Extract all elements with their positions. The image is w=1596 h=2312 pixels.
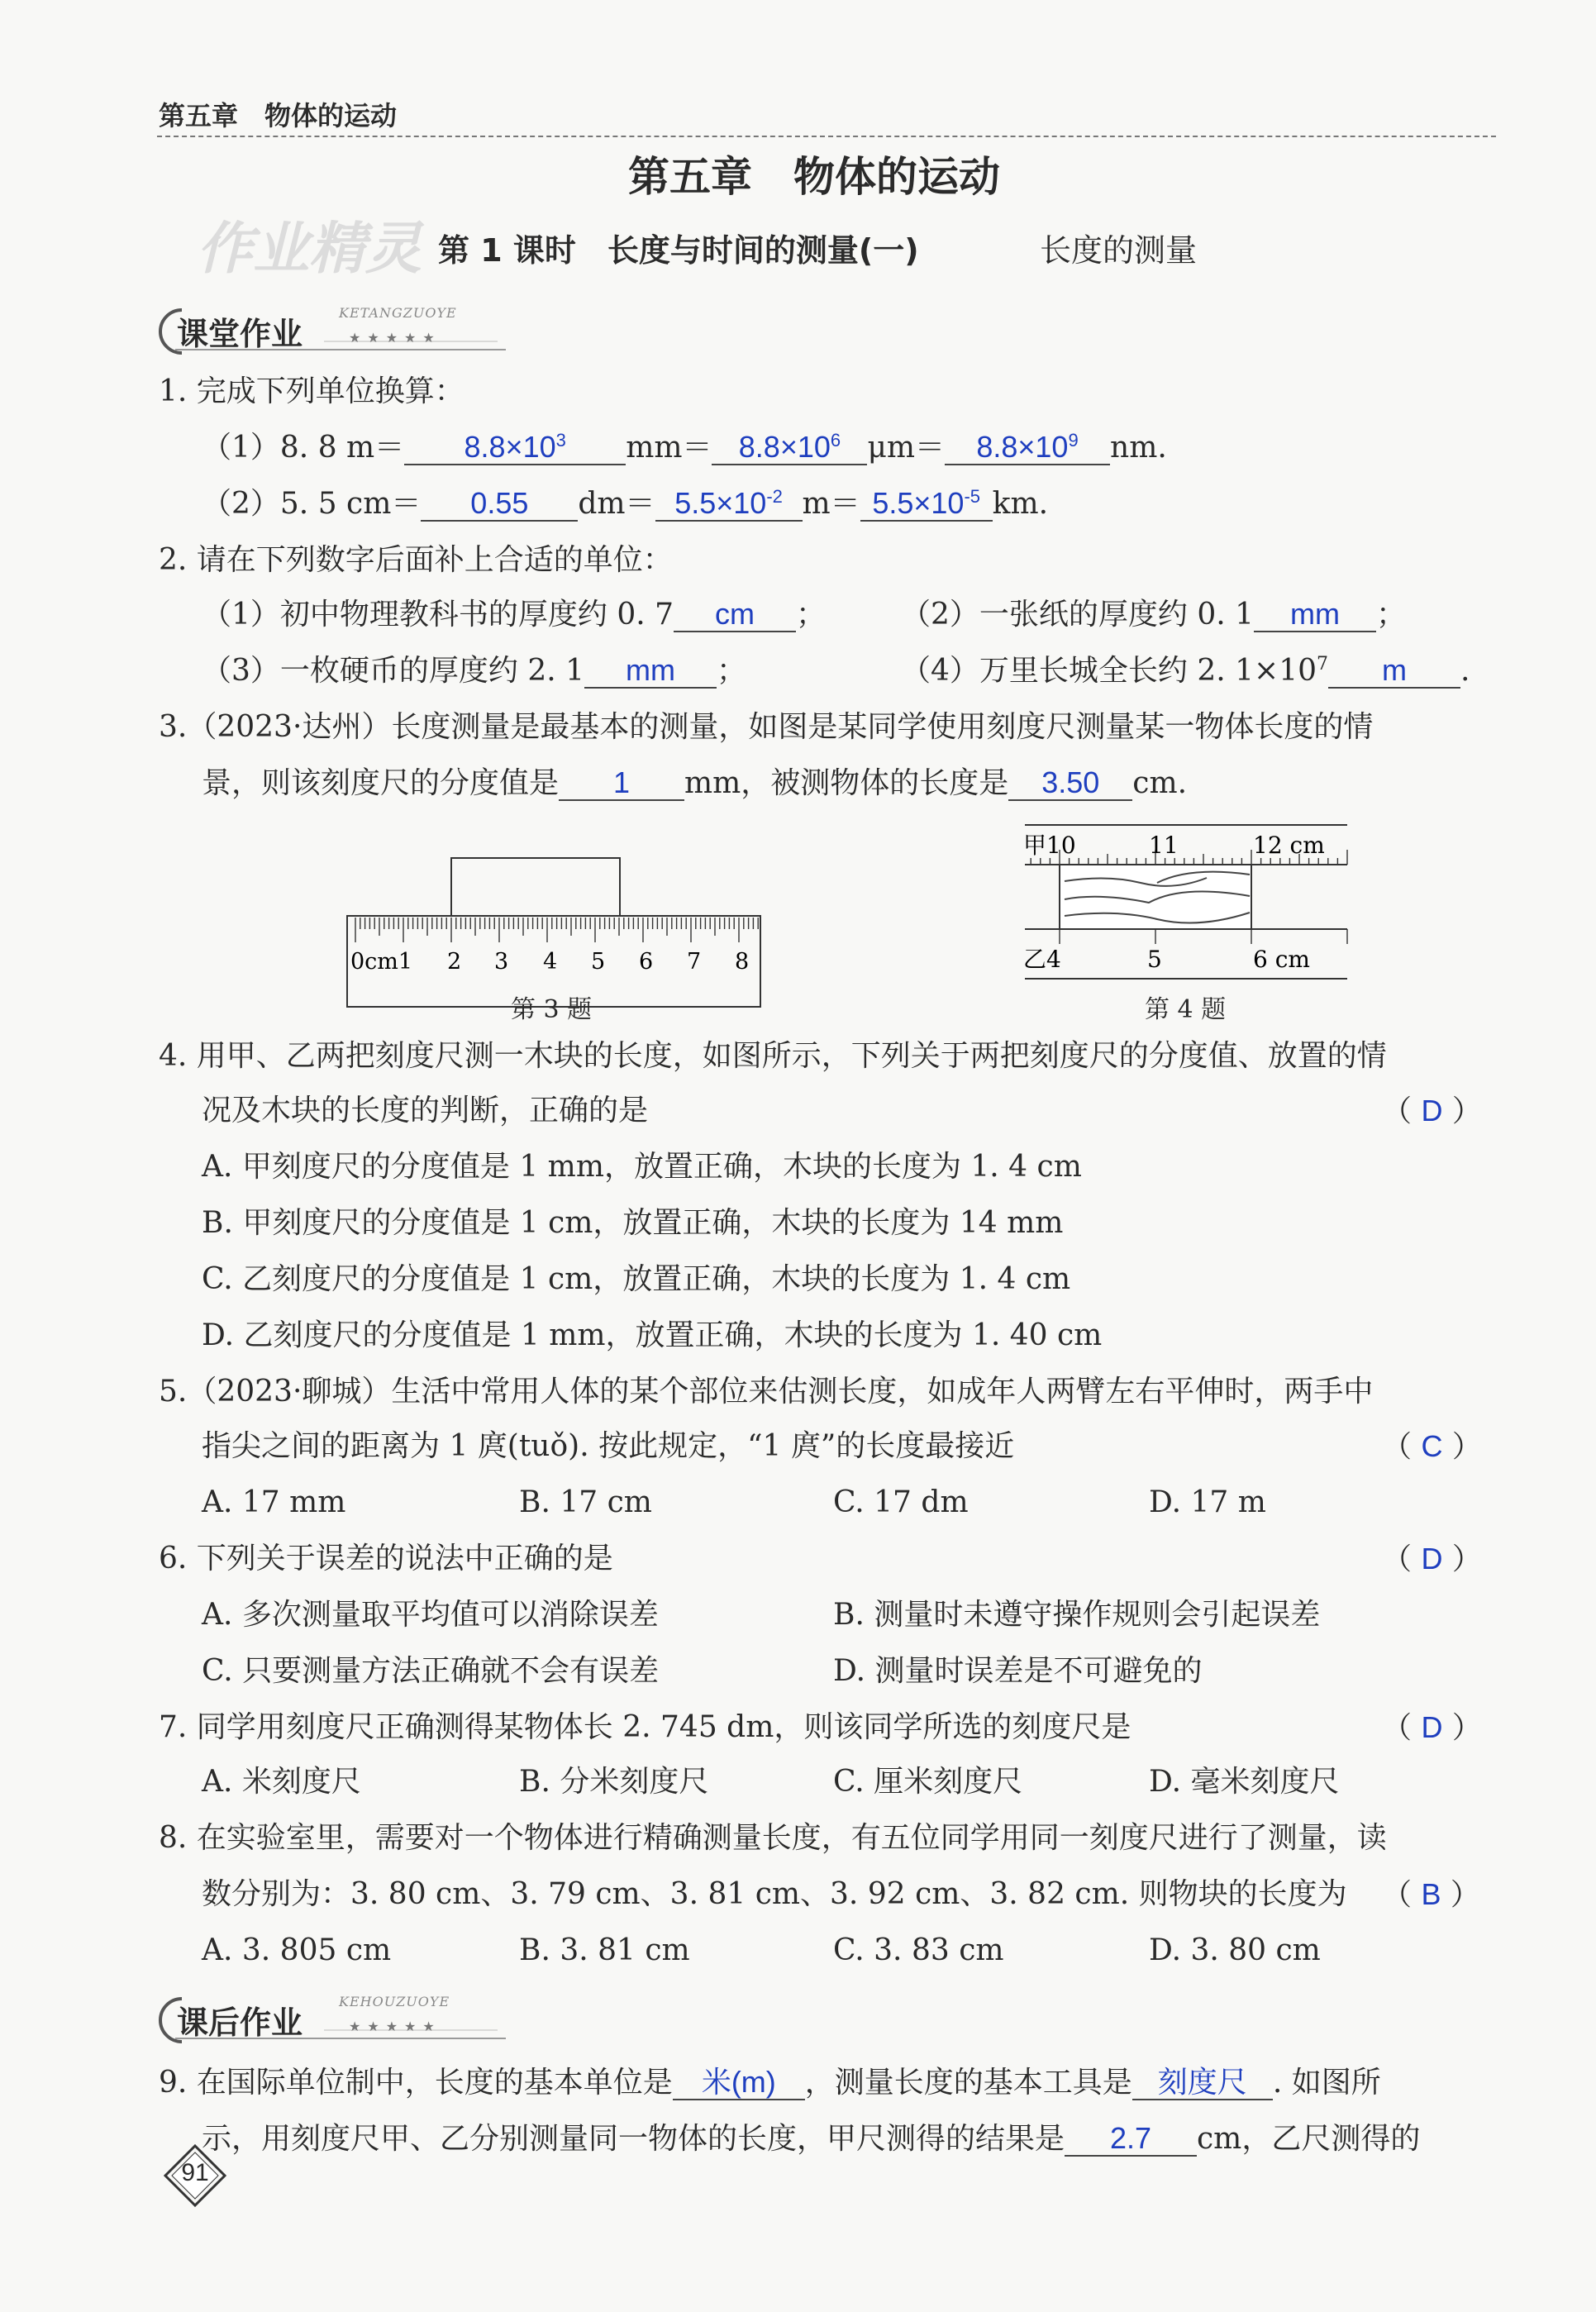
figure-3-caption: 第 3 题 — [511, 995, 593, 1024]
header-divider — [157, 136, 1496, 137]
q7-stem: 7. 同学用刻度尺正确测得某物体长 2. 745 dm，则该同学所选的刻度尺是 — [159, 1710, 1131, 1744]
ruler-yi-label: 乙4 — [1023, 946, 1061, 973]
q8-option-c: C. 3. 83 cm — [833, 1933, 1004, 1967]
tick-label: 3 — [494, 949, 509, 975]
q2-item1: （1）初中物理教科书的厚度约 0. 7 cm ； — [202, 597, 827, 632]
tick-label: 7 — [687, 949, 702, 975]
q4-option-a: A. 甲刻度尺的分度值是 1 mm，放置正确，木块的长度为 1. 4 cm — [202, 1150, 1082, 1184]
q7-option-d: D. 毫米刻度尺 — [1149, 1765, 1340, 1799]
q6-stem: 6. 下列关于误差的说法中正确的是 — [159, 1542, 613, 1575]
homework-sub: KEHOUZUOYE — [339, 1994, 450, 2009]
lesson-title: 第 1 课时 长度与时间的测量(一) — [438, 232, 919, 269]
q6-answer: （ D ） — [1382, 1542, 1482, 1576]
rating-stars: ★★★★★ — [349, 330, 441, 346]
q4-option-d: D. 乙刻度尺的分度值是 1 mm，放置正确，木块的长度为 1. 40 cm — [202, 1318, 1103, 1352]
q7-option-b: B. 分米刻度尺 — [519, 1765, 709, 1799]
q5-option-d: D. 17 m — [1149, 1485, 1266, 1519]
tick-label: 8 — [735, 949, 750, 975]
q8-line1: 8. 在实验室里，需要对一个物体进行精确测量长度，有五位同学用同一刻度尺进行了测量，读 — [159, 1821, 1387, 1855]
q2-item2: （2）一张纸的厚度约 0. 1 mm ； — [901, 597, 1407, 632]
q8-answer: （ B ） — [1382, 1877, 1480, 1912]
tick-label: 2 — [447, 949, 462, 975]
running-header: 第五章 物体的运动 — [159, 100, 398, 131]
watermark-logo: 作业精灵 — [197, 217, 422, 282]
q6-option-d: D. 测量时误差是不可避免的 — [833, 1654, 1203, 1688]
q5-option-a: A. 17 mm — [202, 1485, 346, 1519]
q7-option-a: A. 米刻度尺 — [202, 1765, 361, 1799]
ruler-jia-label: 11 — [1149, 832, 1179, 859]
classwork-sub: KETANGZUOYE — [339, 305, 457, 321]
q9-line2: 示，用刻度尺甲、乙分别测量同一物体的长度，甲尺测得的结果是 2.7 cm，乙尺测得的 — [202, 2121, 1421, 2156]
q4-option-c: C. 乙刻度尺的分度值是 1 cm，放置正确，木块的长度为 1. 4 cm — [202, 1262, 1071, 1296]
homework-section-tag — [159, 1990, 522, 2040]
ruler-ticks — [355, 918, 758, 942]
ruler-yi-label: 5 — [1147, 946, 1162, 973]
ruler-yi-ticks — [1060, 929, 1347, 944]
q8-line2: 数分别为：3. 80 cm、3. 79 cm、3. 81 cm、3. 92 cm、3. 82 cm. 则物块的长度为 — [202, 1877, 1347, 1911]
q8-option-b: B. 3. 81 cm — [519, 1933, 690, 1967]
q7-option-c: C. 厘米刻度尺 — [833, 1765, 1023, 1799]
page-number-badge — [162, 2143, 228, 2209]
q4-answer: （ D ） — [1382, 1094, 1482, 1128]
q1-part2: （2）5. 5 cm＝ 0.55 $dm= 5.5\times 10^{-2}$ $m= 5.5\times 10^{-5}$ km. — [202, 486, 1049, 521]
ruler-jia-label: 甲10 — [1023, 832, 1076, 859]
q1-stem: 1. 完成下列单位换算： — [159, 374, 465, 408]
ruler-jia-label: 12 cm — [1253, 832, 1325, 859]
figure-4-caption: 第 4 题 — [1145, 995, 1227, 1024]
q4-line1: 4. 用甲、乙两把刻度尺测一木块的长度，如图所示，下列关于两把刻度尺的分度值、放置的情 — [159, 1039, 1387, 1073]
q5-line1: 5.（2023·聊城）生活中常用人体的某个部位来估测长度，如成年人两臂左右平伸时，两手中 — [159, 1375, 1374, 1409]
lesson-subtitle: 长度的测量 — [1040, 232, 1198, 269]
classwork-section-tag — [159, 302, 522, 351]
homework-label: 课后作业 — [177, 2005, 303, 2041]
q8-option-d: D. 3. 80 cm — [1149, 1933, 1321, 1967]
q8-option-a: A. 3. 805 cm — [202, 1933, 392, 1967]
q9-line1: 9. 在国际单位制中，长度的基本单位是 米(m) ，测量长度的基本工具是 刻度尺 . 如图所 — [159, 2065, 1381, 2100]
q5-option-b: B. 17 cm — [519, 1485, 652, 1519]
q2-item3: （3）一枚硬币的厚度约 2. 1 mm ； — [202, 653, 747, 688]
q6-option-c: C. 只要测量方法正确就不会有误差 — [202, 1654, 660, 1688]
q1-part1: （1）8. 8 $m= 8.8\times 10^3$ $mm= 8.8\times 10^6$ $\mu m= 8.8\times 10^9$ nm. — [202, 430, 1167, 465]
q5-line2: 指尖之间的距离为 1 庹(tuǒ). 按此规定，“1 庹”的长度最接近 — [202, 1429, 1015, 1463]
q7-answer: （ D ） — [1382, 1710, 1482, 1745]
q4-option-b: B. 甲刻度尺的分度值是 1 cm，放置正确，木块的长度为 14 mm — [202, 1206, 1064, 1240]
q2-item4: （4）万里长城全长约 2. $1\times 10^7$ m . — [901, 653, 1470, 688]
chapter-title: 第五章 物体的运动 — [628, 153, 1000, 201]
tick-label: 5 — [591, 949, 606, 975]
tick-label: 0cm1 — [350, 949, 413, 975]
figure-4-rulers — [1017, 817, 1364, 986]
ruler-yi-label: 6 cm — [1253, 946, 1310, 973]
rating-stars: ★★★★★ — [349, 2019, 441, 2034]
q4-line2: 况及木块的长度的判断，正确的是 — [202, 1094, 649, 1127]
q3-line2: 景，则该刻度尺的分度值是 1 mm，被测物体的长度是 3.50 cm. — [202, 765, 1188, 800]
q5-answer: （ C ） — [1382, 1429, 1482, 1464]
ruler-labels — [350, 949, 749, 975]
q3-line1: 3.（2023·达州）长度测量是最基本的测量，如图是某同学使用刻度尺测量某一物体长度的情 — [159, 710, 1374, 744]
tick-label: 4 — [543, 949, 558, 975]
page-number: 91 — [181, 2159, 209, 2186]
tick-label: 6 — [639, 949, 654, 975]
q6-option-a: A. 多次测量取平均值可以消除误差 — [202, 1598, 659, 1632]
q2-stem: 2. 请在下列数字后面补上合适的单位： — [159, 543, 673, 577]
q5-option-c: C. 17 dm — [833, 1485, 969, 1519]
q6-option-b: B. 测量时未遵守操作规则会引起误差 — [833, 1598, 1321, 1632]
classwork-label: 课堂作业 — [177, 316, 303, 352]
measured-object — [451, 858, 620, 916]
